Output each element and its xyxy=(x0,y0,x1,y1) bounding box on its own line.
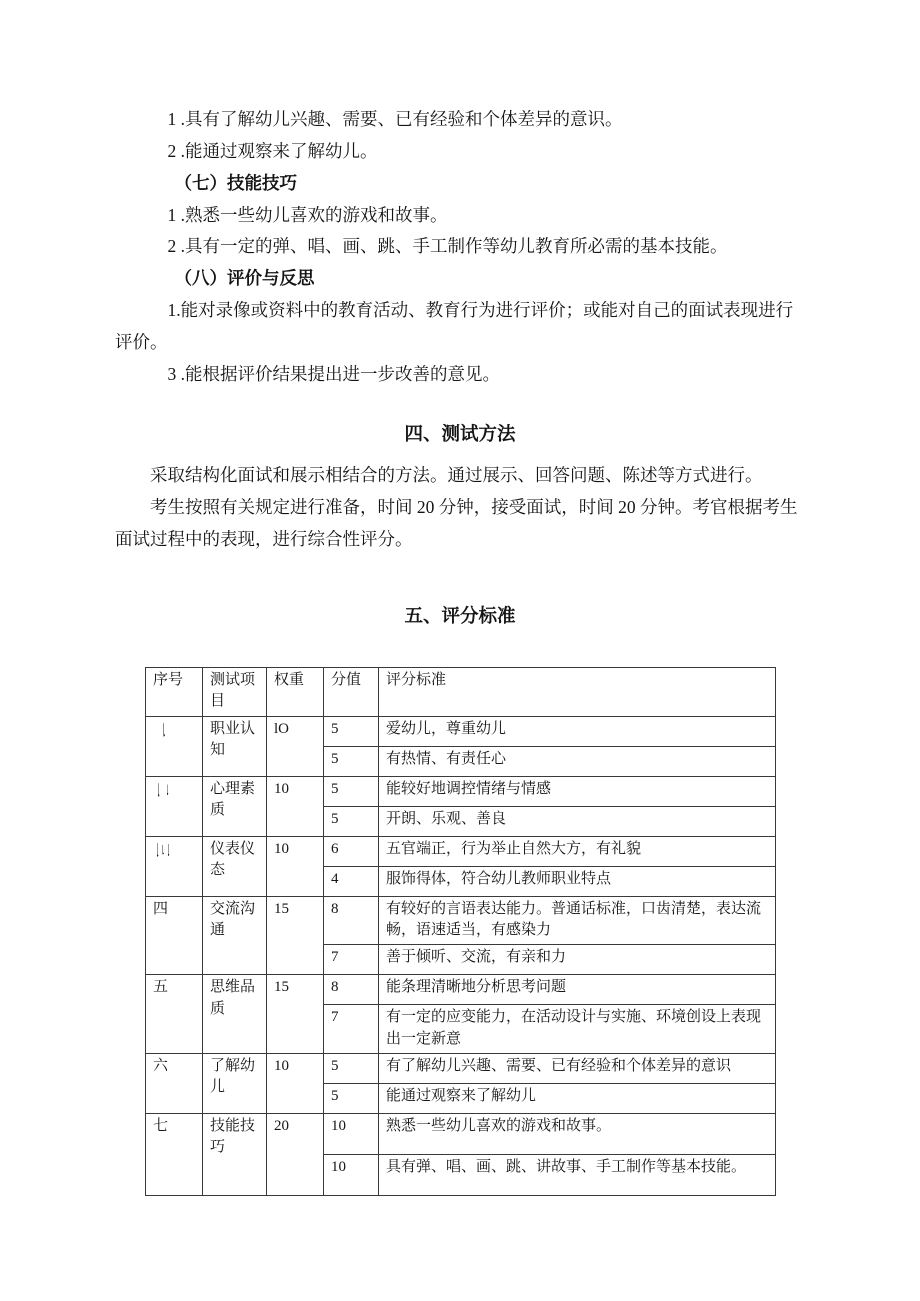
cell-criteria: 具有弹、唱、画、跳、讲故事、手工制作等基本技能。 xyxy=(379,1154,776,1195)
cell-seq xyxy=(146,1113,203,1195)
cell-seq xyxy=(146,896,203,975)
cell-criteria: 能通过观察来了解幼儿 xyxy=(379,1083,776,1113)
table-row xyxy=(146,1113,776,1154)
cell-score: 7 xyxy=(324,1005,379,1054)
table-row xyxy=(146,975,776,1005)
cell-criteria: 善于倾听、交流，有亲和力 xyxy=(379,945,776,975)
cell-weight: 10 xyxy=(267,836,324,896)
cell-score: 10 xyxy=(324,1154,379,1195)
cell-score: 8 xyxy=(324,896,379,945)
cell-weight: 15 xyxy=(267,975,324,1054)
intro-line: 1 .具有了解幼儿兴趣、需要、已有经验和个体差异的意识。 xyxy=(167,109,623,129)
header-weight: 权重 xyxy=(267,667,324,716)
cell-criteria: 能较好地调控情绪与情感 xyxy=(379,776,776,806)
table-row xyxy=(146,836,776,866)
cell-weight: 20 xyxy=(267,1113,324,1195)
cell-criteria: 有热情、有责任心 xyxy=(379,746,776,776)
cell-score: 5 xyxy=(324,1053,379,1083)
table-row xyxy=(146,1053,776,1083)
cell-item: 心理素质 xyxy=(203,776,267,836)
cell-weight: 10 xyxy=(267,776,324,836)
subsection-heading: （八）评价与反思 xyxy=(174,268,315,289)
cell-seq xyxy=(146,1053,203,1113)
cell-item: 思维品质 xyxy=(203,975,267,1054)
cell-seq xyxy=(146,975,203,1054)
seq-label: 五 xyxy=(153,979,169,996)
scoring-table xyxy=(145,667,776,1196)
cell-criteria: 能条理清晰地分析思考问题 xyxy=(379,975,776,1005)
seq-label: 七 xyxy=(153,1117,169,1134)
cell-score: 5 xyxy=(324,746,379,776)
cell-seq xyxy=(146,836,203,896)
header-score: 分值 xyxy=(324,667,379,716)
seq-label: 一 xyxy=(153,722,170,738)
cell-score: 5 xyxy=(324,716,379,746)
table-row xyxy=(146,776,776,806)
cell-score: 10 xyxy=(324,1113,379,1154)
cell-score: 8 xyxy=(324,975,379,1005)
cell-item: 仪表仪态 xyxy=(203,836,267,896)
table-header-row xyxy=(146,667,776,716)
section5-heading: 五、评分标准 xyxy=(404,607,516,628)
cell-criteria: 有较好的言语表达能力。普通话标准，口齿清楚，表达流畅，语速适当，有感染力 xyxy=(379,896,776,945)
cell-score: 5 xyxy=(324,806,379,836)
cell-criteria: 有了解幼儿兴趣、需要、已有经验和个体差异的意识 xyxy=(379,1053,776,1083)
intro-line: 1.能对录像或资料中的教育活动、教育行为进行评价；或能对自己的面试表现进行评价。 xyxy=(115,300,794,352)
section4-heading: 四、测试方法 xyxy=(404,424,516,445)
paragraph: 考生按照有关规定进行准备，时间 20 分钟，接受面试，时间 20 分钟。考官根据考生面试过程中的表现，进行综合性评分。 xyxy=(115,496,798,549)
cell-item: 交流沟通 xyxy=(203,896,267,975)
cell-weight: 15 xyxy=(267,896,324,975)
seq-label: 二 xyxy=(153,782,170,798)
cell-criteria: 服饰得体，符合幼儿教师职业特点 xyxy=(379,866,776,896)
cell-item: 职业认知 xyxy=(203,716,267,776)
cell-criteria: 开朗、乐观、善良 xyxy=(379,806,776,836)
cell-score: 5 xyxy=(324,776,379,806)
cell-score: 7 xyxy=(324,945,379,975)
table-row xyxy=(146,896,776,945)
cell-weight: 10 xyxy=(267,1053,324,1113)
cell-criteria: 爱幼儿，尊重幼儿 xyxy=(379,716,776,746)
header-criteria: 评分标准 xyxy=(379,667,776,716)
cell-score: 4 xyxy=(324,866,379,896)
cell-seq xyxy=(146,776,203,836)
subsection-heading: （七）技能技巧 xyxy=(174,172,297,193)
cell-criteria: 有一定的应变能力，在活动设计与实施、环境创设上表现出一定新意 xyxy=(379,1005,776,1054)
intro-line: 2 .具有一定的弹、唱、画、跳、手工制作等幼儿教育所必需的基本技能。 xyxy=(167,236,728,257)
cell-seq xyxy=(146,716,203,776)
cell-item: 了解幼儿 xyxy=(203,1053,267,1113)
intro-line: 3 .能根据评价结果提出进一步改善的意见。 xyxy=(167,363,500,384)
seq-label: 三 xyxy=(153,842,170,858)
intro-line: 1 .熟悉一些幼儿喜欢的游戏和故事。 xyxy=(167,204,448,225)
seq-label: 四 xyxy=(153,900,169,917)
header-item: 测试项目 xyxy=(203,667,267,716)
paragraph: 采取结构化面试和展示相结合的方法。通过展示、回答问题、陈述等方式进行。 xyxy=(150,464,763,485)
cell-criteria: 五官端正，行为举止自然大方，有礼貌 xyxy=(379,836,776,866)
cell-criteria: 熟悉一些幼儿喜欢的游戏和故事。 xyxy=(379,1113,776,1154)
cell-item: 技能技巧 xyxy=(203,1113,267,1195)
table-row xyxy=(146,716,776,746)
intro-line: 2 .能通过观察来了解幼儿。 xyxy=(167,140,378,161)
cell-score: 6 xyxy=(324,836,379,866)
seq-label: 六 xyxy=(153,1057,169,1074)
cell-score: 5 xyxy=(324,1083,379,1113)
cell-weight: lO xyxy=(267,716,324,776)
header-seq: 序号 xyxy=(146,667,203,716)
